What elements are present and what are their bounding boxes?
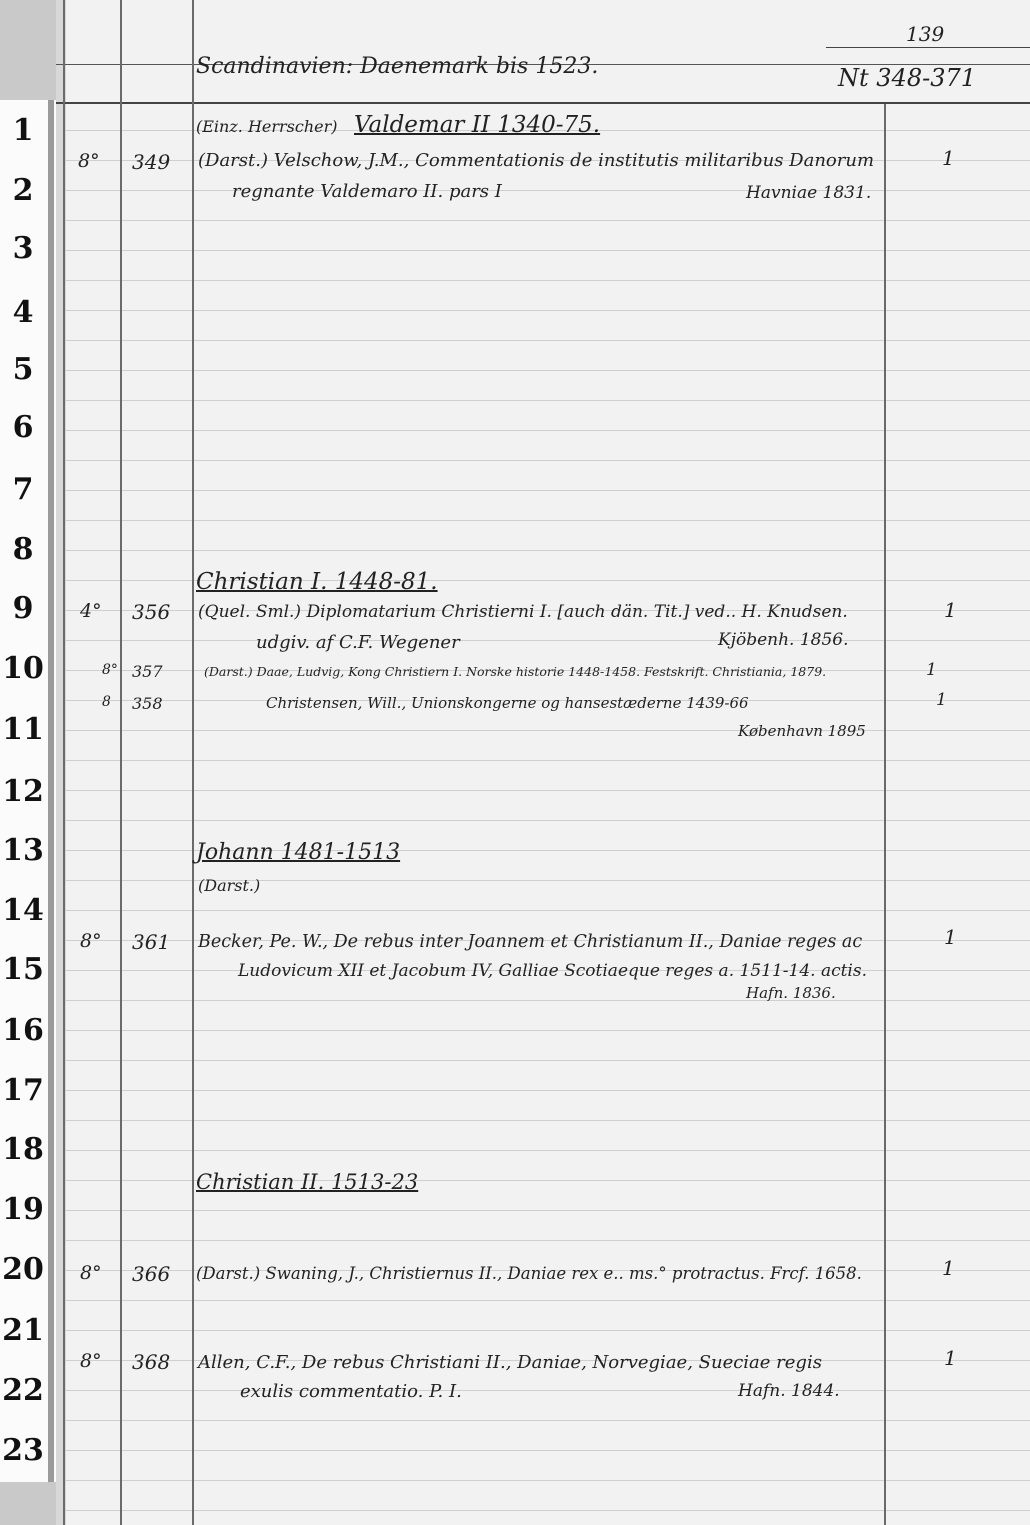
- entry-number: 358: [132, 694, 163, 713]
- entry-number: 349: [132, 150, 171, 174]
- entry-count: 1: [944, 1346, 957, 1370]
- entry-place: Hafn. 1836.: [746, 984, 836, 1002]
- entry-place: Havniae 1831.: [746, 183, 872, 203]
- row-number: 1: [12, 113, 34, 148]
- entry-format: 8°: [80, 1262, 102, 1284]
- entry-format: 8°: [78, 150, 100, 172]
- ledger-page: [56, 0, 1030, 1525]
- entry-count: 1: [944, 598, 957, 622]
- row-number: 11: [2, 712, 44, 747]
- row-number: 9: [12, 591, 34, 626]
- row-number: 8: [12, 532, 34, 567]
- entry-format: 8: [102, 694, 111, 710]
- entry-count: 1: [926, 660, 937, 680]
- entry-count: 1: [936, 690, 947, 710]
- entry-number: 357: [132, 662, 163, 681]
- entry-count: 1: [942, 146, 955, 170]
- entry-text: (Darst.) Velschow, J.M., Commentationis de institutis militaribus Danorum: [198, 150, 875, 171]
- section-heading: Christian II. 1513-23: [196, 1170, 419, 1194]
- entry-text: (Darst.) Swaning, J., Christiernus II., Daniae rex e.. ms.° protractus. Frcf. 1658.: [196, 1264, 862, 1283]
- row-number: 2: [12, 173, 34, 208]
- entry-text: regnante Valdemaro II. pars I: [232, 181, 502, 202]
- row-number: 4: [12, 295, 34, 330]
- entry-text: Becker, Pe. W., De rebus inter Joannem et Christianum II., Daniae reges ac: [198, 932, 863, 952]
- row-number: 5: [12, 352, 34, 387]
- row-number: 17: [2, 1073, 44, 1108]
- page-number: 139: [906, 22, 945, 46]
- section-heading: Valdemar II 1340-75.: [354, 112, 601, 138]
- row-number: 14: [2, 893, 44, 928]
- row-number: 19: [2, 1192, 44, 1227]
- entry-format: 8°: [80, 930, 102, 952]
- entry-place: Kjöbenh. 1856.: [718, 630, 849, 650]
- entry-number: 361: [132, 930, 171, 954]
- shelfmark: Nt 348-371: [838, 64, 976, 92]
- entry-count: 1: [942, 1256, 955, 1280]
- entry-text: udgiv. af C.F. Wegener: [256, 632, 460, 653]
- entry-number: 366: [132, 1262, 171, 1286]
- page-title: Scandinavien: Daenemark bis 1523.: [196, 54, 599, 79]
- column-line-number: [192, 0, 194, 1525]
- row-number: 18: [2, 1132, 44, 1167]
- row-number: 3: [12, 231, 34, 266]
- column-line-format: [120, 0, 122, 1525]
- gutter-top-band: [0, 0, 56, 100]
- entry-text: Ludovicum XII et Jacobum IV, Galliae Scotiaeque reges a. 1511-14. actis.: [238, 961, 867, 981]
- row-number: 22: [2, 1373, 44, 1408]
- row-number: 10: [2, 651, 44, 686]
- entry-prefix: (Einz. Herrscher): [196, 117, 338, 136]
- entry-place: København 1895: [738, 722, 866, 740]
- page-number-rule: [826, 47, 1030, 48]
- row-number: 15: [2, 952, 44, 987]
- entry-text: (Darst.): [198, 876, 261, 895]
- entry-format: 8°: [80, 1350, 102, 1372]
- section-heading: Christian I. 1448-81.: [196, 569, 438, 595]
- column-line-count: [884, 104, 886, 1525]
- entry-text: Allen, C.F., De rebus Christiani II., Daniae, Norvegiae, Sueciae regis: [198, 1352, 822, 1373]
- row-number: 21: [2, 1313, 44, 1348]
- section-heading: Johann 1481-1513: [196, 840, 401, 865]
- row-number: 23: [2, 1433, 44, 1468]
- row-number: 13: [2, 833, 44, 868]
- row-number: 16: [2, 1013, 44, 1048]
- entry-text: (Quel. Sml.) Diplomatarium Christierni I. [auch dän. Tit.] ved.. H. Knudsen.: [198, 602, 848, 622]
- entry-place: Hafn. 1844.: [738, 1381, 840, 1401]
- gutter-bottom-band: [0, 1482, 56, 1525]
- entry-format: 8°: [102, 662, 118, 678]
- entry-text: Christensen, Will., Unionskongerne og hansestæderne 1439-66: [266, 694, 749, 712]
- row-number: 7: [12, 472, 34, 507]
- entry-format: 4°: [80, 600, 102, 622]
- row-number: 12: [2, 774, 44, 809]
- margin-line: [63, 0, 65, 1525]
- row-number: 20: [2, 1252, 44, 1287]
- entry-number: 356: [132, 600, 171, 624]
- entry-number: 368: [132, 1350, 171, 1374]
- gutter-divider: [48, 100, 54, 1482]
- entry-count: 1: [944, 925, 957, 949]
- entry-text: exulis commentatio. P. I.: [240, 1381, 462, 1402]
- row-number: 6: [12, 410, 34, 445]
- entry-text: (Darst.) Daae, Ludvig, Kong Christiern I. Norske historie 1448-1458. Festskrift. Christiania, 1879.: [204, 664, 827, 679]
